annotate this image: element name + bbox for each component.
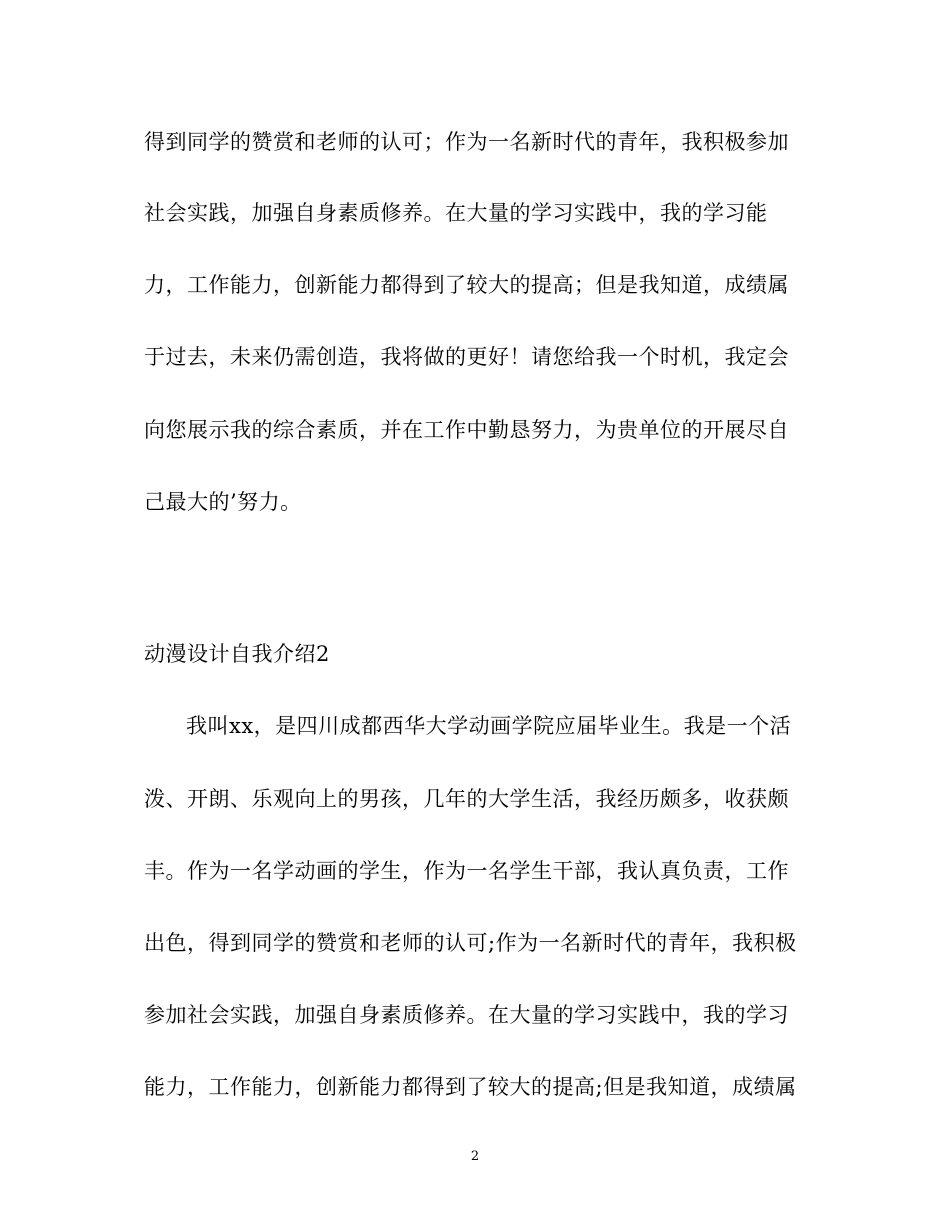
- paragraph-line: 我叫xx，是四川成都西华大学动画学院应届毕业生。我是一个活: [186, 714, 792, 738]
- paragraph-line: 泼、开朗、乐观向上的男孩，几年的大学生活，我经历颇多，收获颇: [144, 787, 789, 811]
- paragraph-line: 向您展示我的综合素质，并在工作中勤恳努力，为贵单位的开展尽自: [144, 418, 789, 442]
- paragraph-line: 于过去，未来仍需创造，我将做的更好！请您给我一个时机，我定会: [144, 345, 789, 369]
- paragraph-line: 社会实践，加强自身素质修养。在大量的学习实践中，我的学习能: [144, 201, 768, 225]
- paragraph-line: 己最大的’努力。: [144, 490, 302, 514]
- paragraph-line: 力，工作能力，创新能力都得到了较大的提高；但是我知道，成绩属: [144, 273, 789, 297]
- paragraph-line: 丰。作为一名学动画的学生，作为一名学生干部，我认真负责，工作: [144, 859, 789, 883]
- paragraph-line: 得到同学的赞赏和老师的认可；作为一名新时代的青年，我积极参加: [144, 130, 789, 154]
- paragraph-line: 出色，得到同学的赞赏和老师的认可;作为一名新时代的青年，我积极: [144, 931, 797, 955]
- paragraph-line: 参加社会实践，加强自身素质修养。在大量的学习实践中，我的学习: [144, 1003, 789, 1027]
- section-title: 动漫设计自我介绍2: [144, 642, 330, 666]
- page-number: 2: [470, 1149, 480, 1164]
- paragraph-line: 能力，工作能力，创新能力都得到了较大的提高;但是我知道，成绩属: [144, 1075, 797, 1099]
